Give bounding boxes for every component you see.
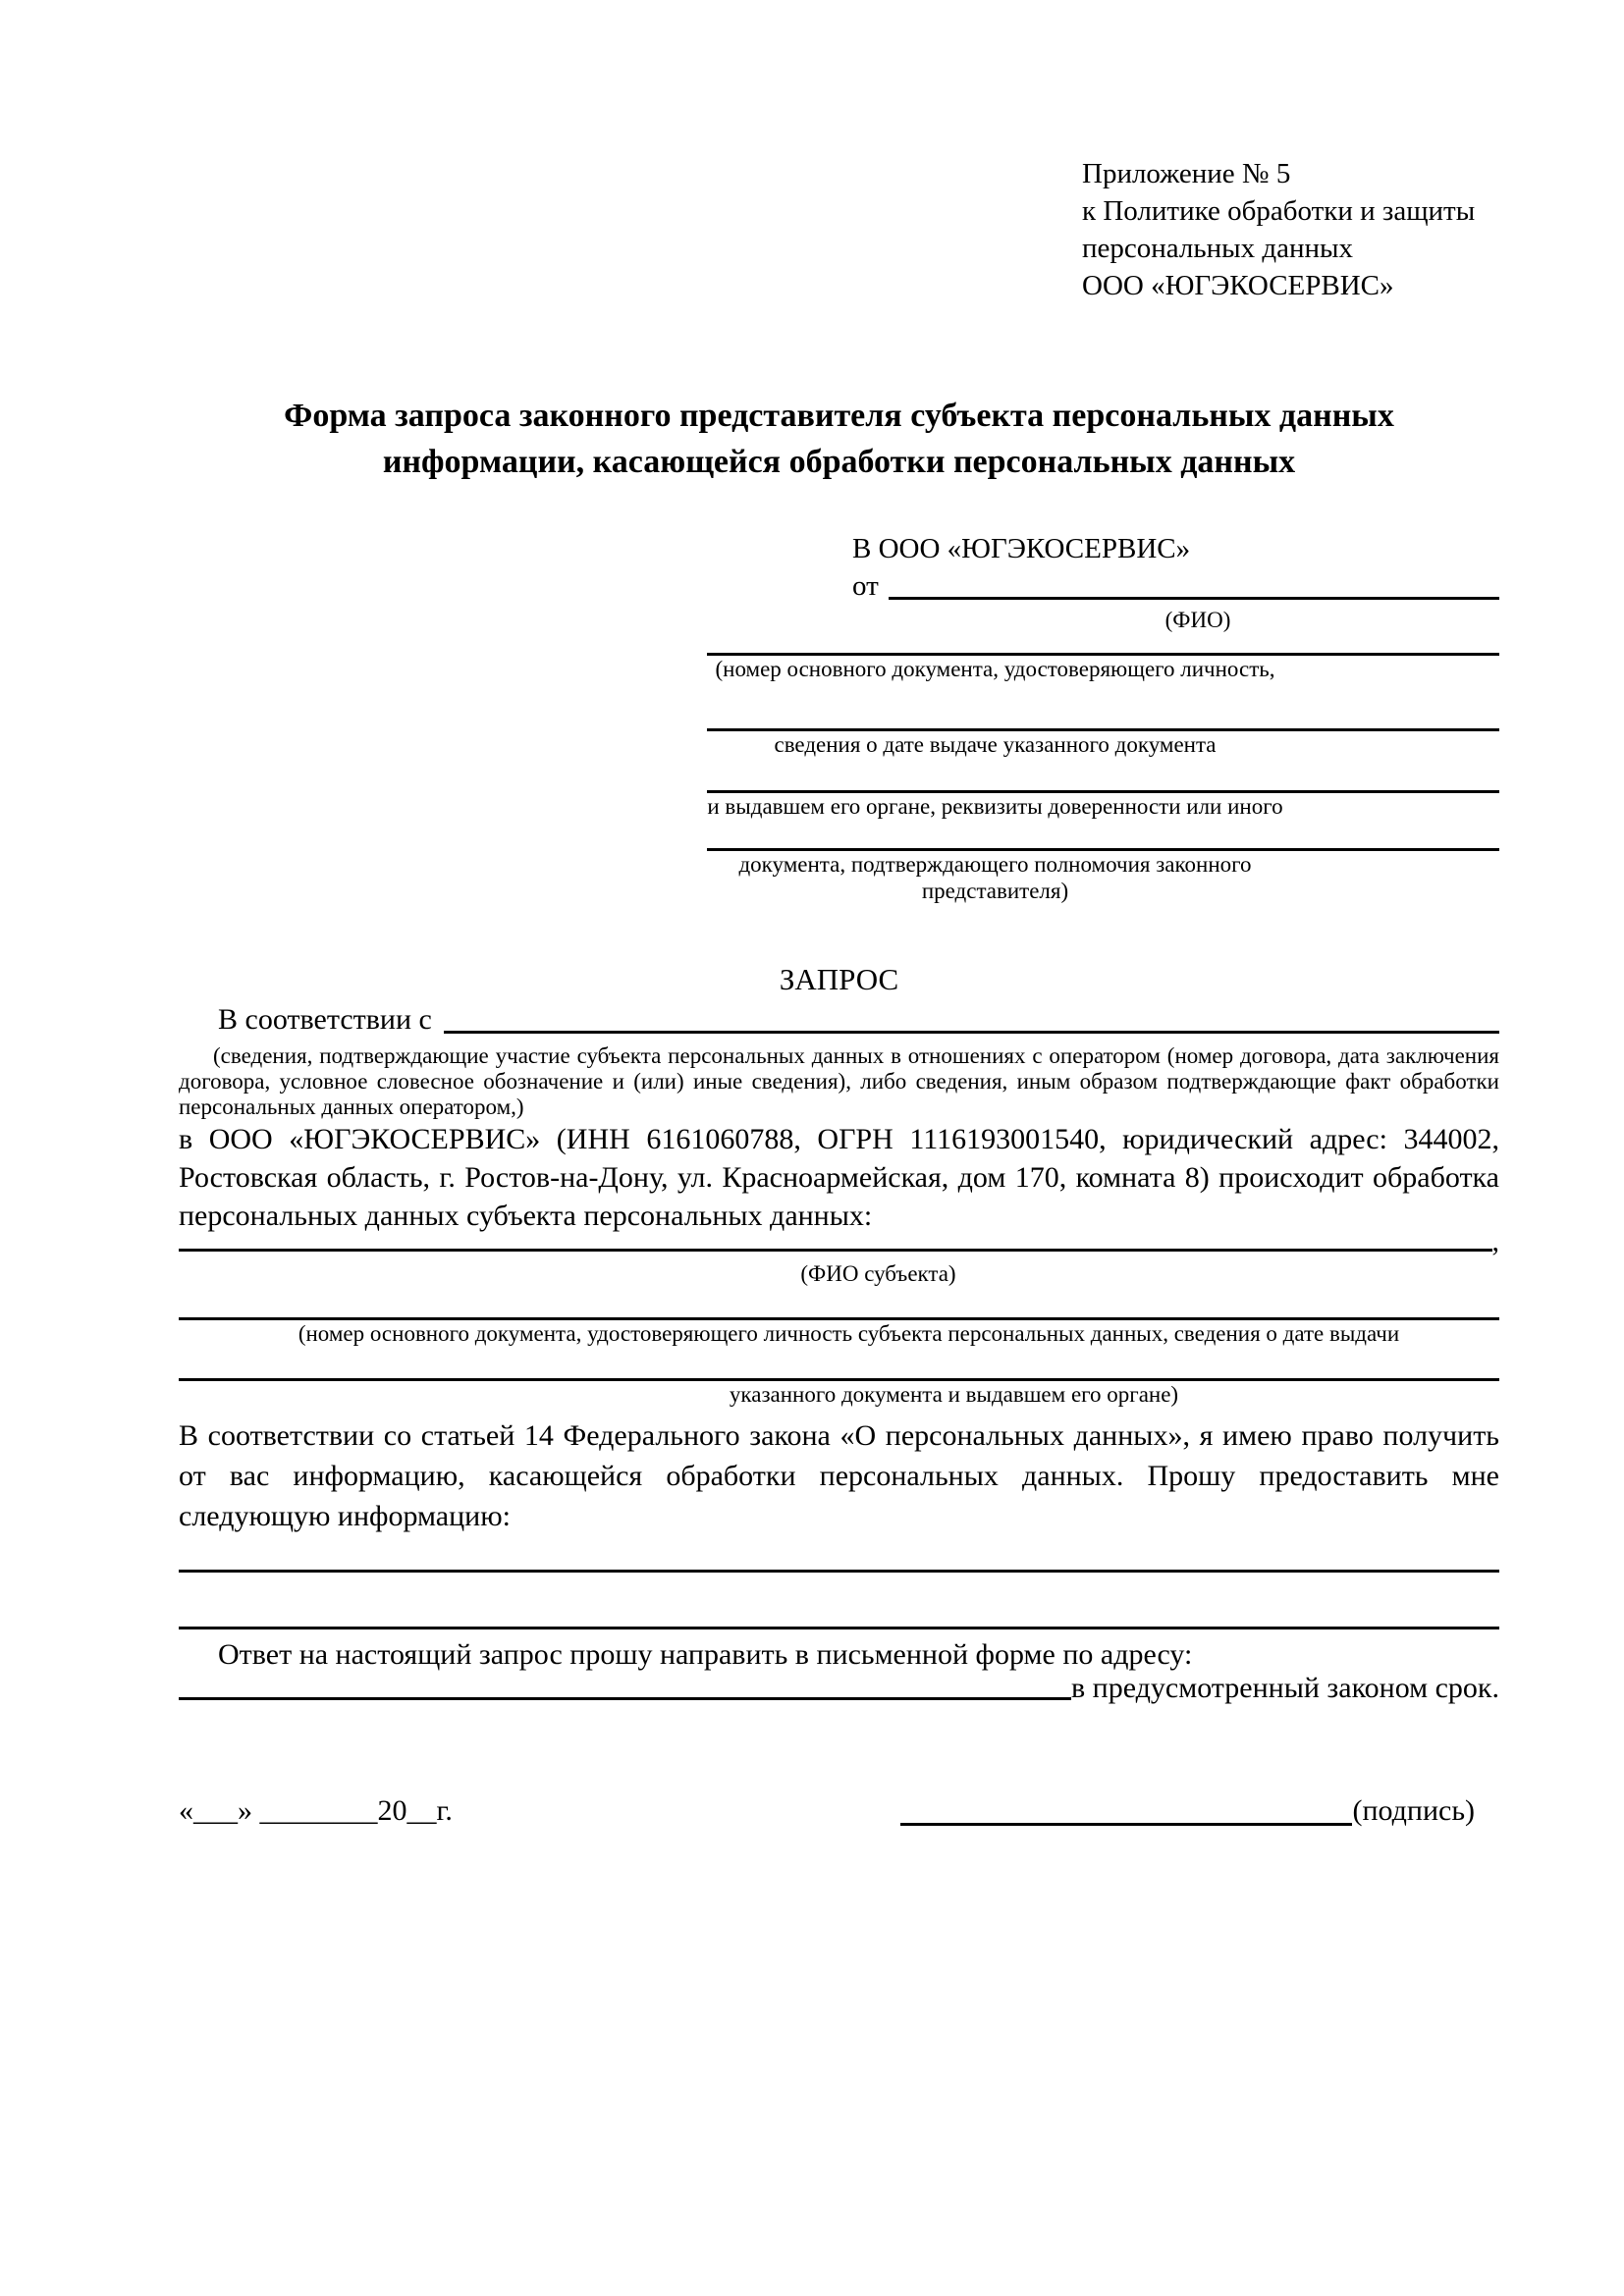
caption-doc-line-4: документа, подтверждающего полномочия законного представителя) <box>738 852 1252 903</box>
operator-paragraph: в ООО «ЮГЭКОСЕРВИС» (ИНН 6161060788, ОГРН 1116193001540, юридический адрес: 344002, Ростовская область, г. Ростов-на-Дону, ул. Красноармейская, дом 170, комната 8) происходит обработка персональных данных субъекта персональных данных: <box>179 1123 1499 1232</box>
accordance-label: В соответствии с <box>218 1003 432 1036</box>
law-paragraph: В соответствии со статьей 14 Федерального закона «О персональных данных», я имею право получить от вас информацию, касающейся обработки персональных данных. Прошу предоставить мне следующую информацию: <box>179 1419 1499 1532</box>
appendix-line-2: к Политике обработки и защиты <box>1082 195 1476 227</box>
caption-fio: (ФИО) <box>1164 608 1231 632</box>
request-heading: ЗАПРОС <box>779 962 899 996</box>
addressee-organization: В ООО «ЮГЭКОСЕРВИС» <box>852 533 1191 564</box>
doc-blank-line-2 <box>707 682 1499 731</box>
subject-fio-row <box>179 1225 1499 1257</box>
form-title <box>179 393 1499 485</box>
doc-blank-line-3 <box>707 758 1499 793</box>
subject-fio-blank-line <box>179 1235 1492 1252</box>
caption-subject-doc-line-1: (номер основного документа, удостоверяющего личность субъекта персональных данных, сведения о дате выдачи <box>298 1321 1400 1346</box>
from-label: от <box>852 570 879 602</box>
info-blank-line-1 <box>179 1536 1499 1573</box>
trailing-comma: , <box>1491 1225 1499 1257</box>
caption-subject-fio: (ФИО субъекта) <box>800 1261 956 1286</box>
appendix-block <box>1082 155 1499 304</box>
accordance-blank-line <box>444 1001 1499 1034</box>
caption-subject-doc-line-2: указанного документа и выдавшем его органе) <box>729 1382 1179 1407</box>
date-line: «___» ________20__г. <box>179 1794 453 1827</box>
form-title-line-2: информации, касающейся обработки персональных данных <box>382 444 1296 480</box>
reply-tail: в предусмотренный законом срок. <box>1071 1672 1499 1704</box>
appendix-line-1: Приложение № 5 <box>1082 158 1291 189</box>
info-blank-line-2 <box>179 1573 1499 1629</box>
reply-paragraph: Ответ на настоящий запрос прошу направить в письменной форме по адресу: <box>218 1638 1193 1671</box>
accordance-row <box>179 1001 1499 1039</box>
addressee-from-row <box>707 567 1499 605</box>
appendix-line-4: ООО «ЮГЭКОСЕРВИС» <box>1082 270 1394 301</box>
caption-doc-line-3: и выдавшем его органе, реквизиты доверенности или иного <box>707 794 1283 819</box>
doc-blank-line-4 <box>707 820 1499 851</box>
appendix-line-3: персональных данных <box>1082 233 1354 264</box>
caption-doc-line-1: (номер основного документа, удостоверяющего личность, <box>715 657 1275 681</box>
reply-address-row <box>179 1672 1499 1705</box>
footer-row <box>179 1791 1499 1831</box>
fio-blank-line <box>889 567 1499 600</box>
subject-doc-blank-line-1 <box>179 1287 1499 1320</box>
reply-address-blank-line <box>179 1675 1071 1700</box>
subject-doc-blank-line-2 <box>179 1347 1499 1381</box>
signature-group <box>900 1791 1475 1831</box>
doc-blank-line-1 <box>707 633 1499 656</box>
form-title-line-1: Форма запроса законного представителя субъекта персональных данных <box>284 398 1394 434</box>
signature-caption: (подпись) <box>1352 1794 1475 1827</box>
accordance-note: (сведения, подтверждающие участие субъекта персональных данных в отношениях с оператором (номер договора, дата заключения договора, условное словесное обозначение и (или) иные сведения), либо сведения, иным образом подтверждающие факт обработки персональных данных оператором,) <box>179 1043 1499 1119</box>
signature-blank-line <box>900 1791 1352 1826</box>
caption-doc-line-2: сведения о дате выдаче указанного документа <box>774 732 1217 757</box>
addressee-block <box>707 530 1499 904</box>
